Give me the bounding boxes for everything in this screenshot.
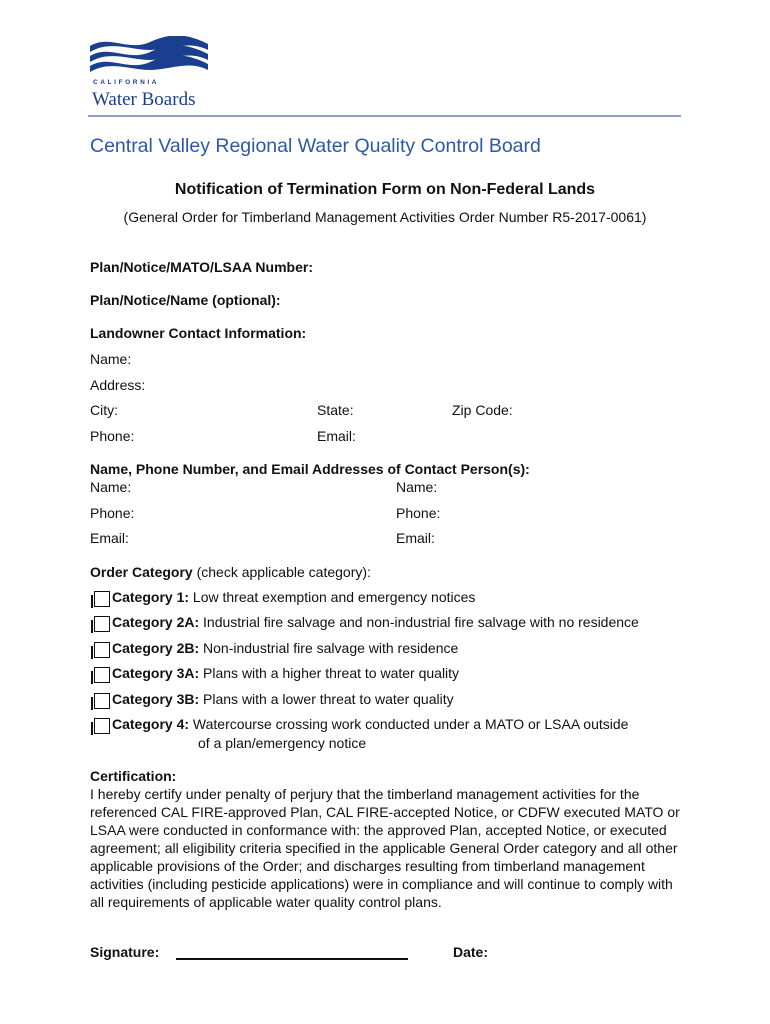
- contacts-heading: Name, Phone Number, and Email Addresses of Contact Person(s):: [90, 461, 530, 477]
- order-category-heading-rest: (check applicable category):: [192, 564, 371, 580]
- zip-code-label: Zip Code:: [452, 402, 513, 418]
- category-3a-checkbox[interactable]: [94, 667, 110, 683]
- category-2a-option: [112, 614, 639, 630]
- category-4-checkbox[interactable]: [94, 718, 110, 734]
- contact2-phone-label: Phone:: [396, 505, 441, 521]
- category-1-option: [112, 589, 475, 605]
- form-subtitle: (General Order for Timberland Management Activities Order Number R5-2017-0061): [123, 209, 647, 225]
- header-divider: [88, 115, 681, 117]
- category-3b-desc: Plans with a lower threat to water quality: [199, 691, 454, 707]
- contact2-name-label: Name:: [396, 479, 438, 495]
- agency-name: Central Valley Regional Water Quality Control Board: [90, 135, 541, 157]
- category-3a-option: [112, 665, 459, 681]
- category-3a-desc: Plans with a higher threat to water quality: [199, 665, 460, 681]
- category-1-label: Category 1:: [112, 589, 190, 605]
- category-4-label: Category 4:: [112, 716, 190, 732]
- category-2b-desc: Non-industrial fire salvage with residence: [199, 640, 459, 656]
- category-3b-option: [112, 691, 454, 707]
- order-category-heading-bold: Order Category: [90, 564, 193, 580]
- category-2a-checkbox[interactable]: [94, 616, 110, 632]
- contact2-email-label: Email:: [396, 530, 435, 546]
- category-2a-desc: Industrial fire salvage and non-industrial fire salvage with no residence: [199, 614, 639, 630]
- contact1-phone-label: Phone:: [90, 505, 135, 521]
- landowner-email-label: Email:: [317, 428, 356, 444]
- category-1-checkbox[interactable]: [94, 591, 110, 607]
- date-label: Date:: [453, 944, 489, 960]
- landowner-name-label: Name:: [90, 351, 132, 367]
- category-2b-checkbox[interactable]: [94, 642, 110, 658]
- category-2b-option: [112, 640, 458, 656]
- landowner-phone-label: Phone:: [90, 428, 135, 444]
- logo-name: Water Boards: [92, 89, 196, 110]
- plan-number-label: Plan/Notice/MATO/LSAA Number:: [90, 259, 313, 275]
- certification-body: I hereby certify under penalty of perjury that the timberland management activities for the referenced CAL FIRE-approved Plan, CAL FIRE-accepted Notice, or CDFW executed MATO or LSAA were conducted in conformance with: the approved Plan, accepted Notice, or executed agreement; all eligibility criteria specified in the applicable General Order category and all other applicable provisions of the Order; and discharges resulting from timberland management activities (including pesticide applications) were in compliance and will continue to comply with all requirements of applicable water quality control plans.: [90, 786, 680, 910]
- landowner-heading: Landowner Contact Information:: [90, 325, 307, 341]
- category-1-desc: Low threat exemption and emergency notices: [189, 589, 476, 605]
- signature-label: Signature:: [90, 944, 160, 960]
- category-2a-label: Category 2A:: [112, 614, 200, 630]
- plan-name-label: Plan/Notice/Name (optional):: [90, 292, 281, 308]
- state-label: State:: [317, 402, 354, 418]
- water-boards-logo-icon: [88, 36, 213, 82]
- landowner-address-label: Address:: [90, 377, 146, 393]
- category-3b-label: Category 3B:: [112, 691, 200, 707]
- category-3a-label: Category 3A:: [112, 665, 200, 681]
- contact1-name-label: Name:: [90, 479, 132, 495]
- order-category-heading: [90, 564, 371, 580]
- contact1-email-label: Email:: [90, 530, 129, 546]
- city-label: City:: [90, 402, 118, 418]
- category-4-option: [112, 716, 628, 732]
- category-3b-checkbox[interactable]: [94, 693, 110, 709]
- certification-heading: Certification:: [90, 768, 177, 784]
- category-4-desc: Watercourse crossing work conducted under a MATO or LSAA outside: [189, 716, 629, 732]
- category-2b-label: Category 2B:: [112, 640, 200, 656]
- logo-small-text: CALIFORNIA: [93, 79, 160, 86]
- category-4-desc-continued: of a plan/emergency notice: [198, 735, 367, 751]
- signature-line[interactable]: [176, 958, 408, 960]
- form-title: Notification of Termination Form on Non-Federal Lands: [174, 181, 596, 198]
